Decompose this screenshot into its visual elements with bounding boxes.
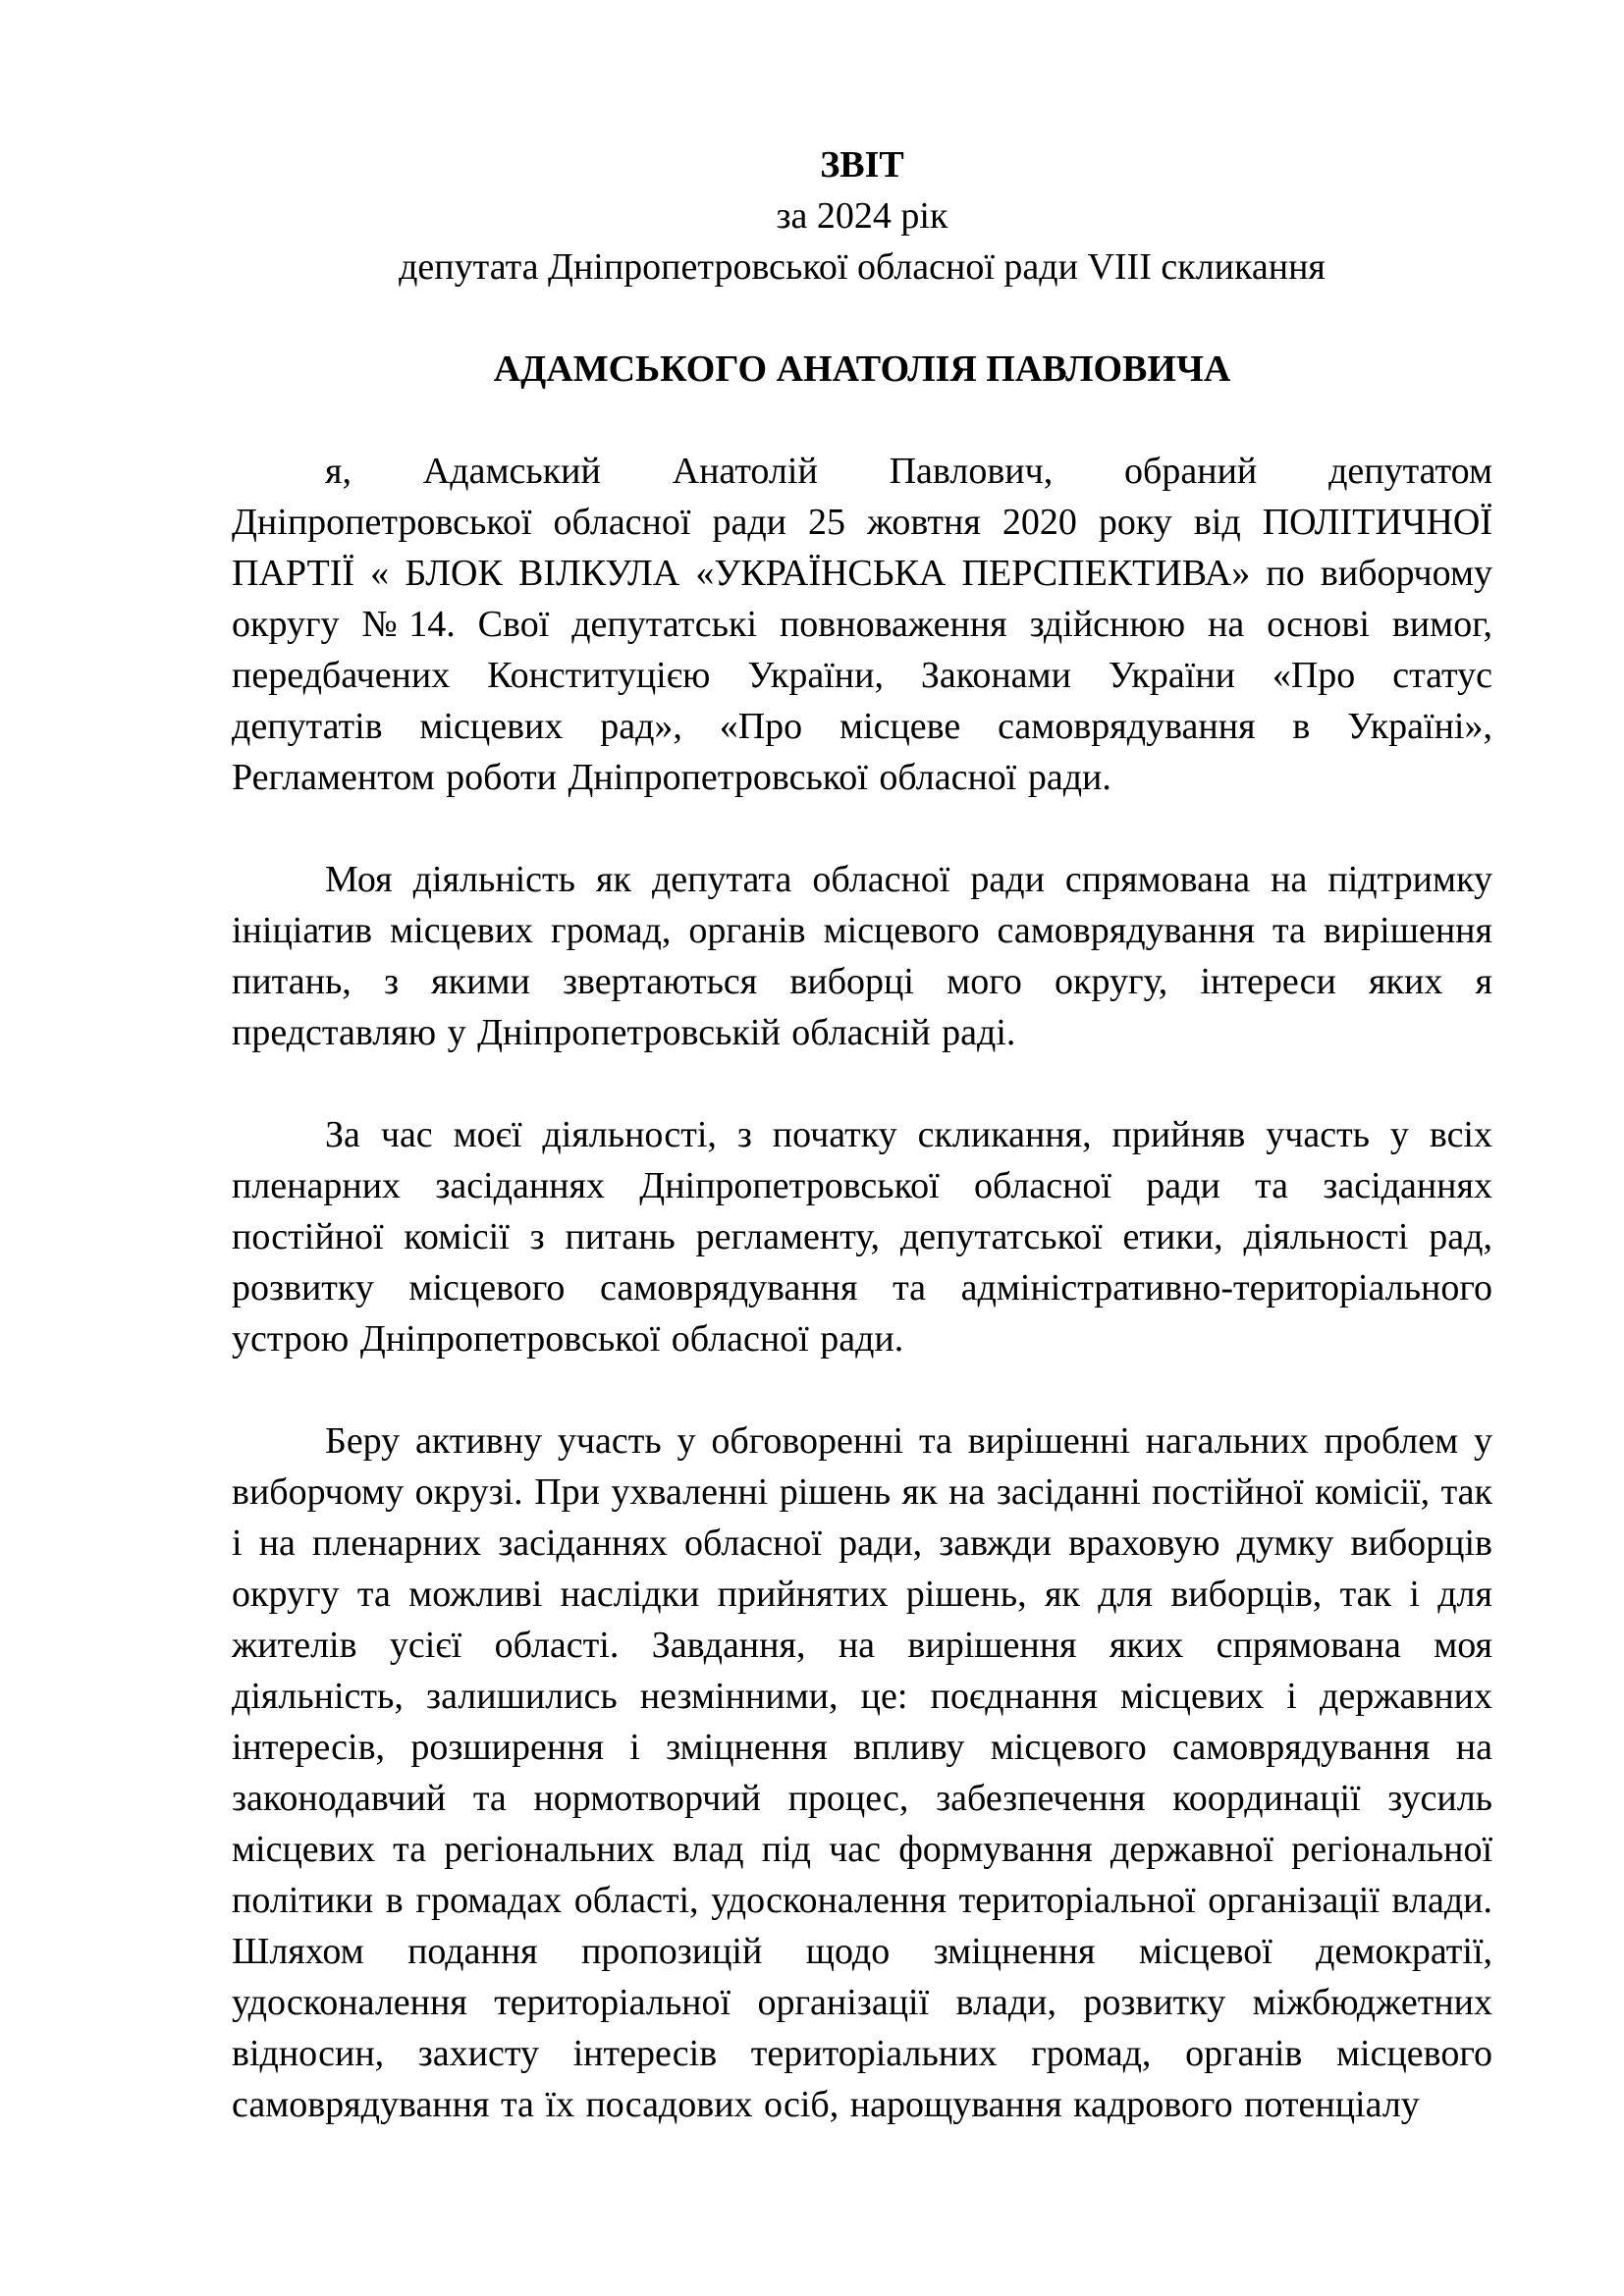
deputy-name: АДАМСЬКОГО АНАТОЛІЯ ПАВЛОВИЧА (493, 348, 1231, 390)
paragraph-intro: я, Адамський Анатолій Павлович, обраний депутатом Дніпропетровської обласної ради 25 жовтня 2020 року від ПОЛІТИЧНОЇ ПАРТІЇ « БЛОК ВІЛКУЛА «УКРАЇНСЬКА ПЕРСПЕКТИВА» по виборчому округу №14. Свої депутатські повноваження здійснюю на основі вимог, передбачених Конституцією України, Законами України «Про статус депутатів місцевих рад», «Про місцеве самоврядування в Україні», Регламентом роботи Дніпропетровської обласної ради. (232, 451, 1492, 798)
paragraph-participation: Беру активну участь у обговоренні та вирішенні нагальних проблем у виборчому окрузі. При ухваленні рішень як на засіданні постійної комісії, так і на пленарних засіданнях обласної ради, завжди враховую думку виборців округу та можливі наслідки прийнятих рішень, як для виборців, так і для жителів усієї області. Завдання, на вирішення яких спрямована моя діяльність, залишились незмінними, це: поєднання місцевих і державних інтересів, розширення і зміцнення впливу місцевого самоврядування на законодавчий та нормотворчий процес, забезпечення координації зусиль місцевих та регіональних влад під час формування державної регіональної політики в громадах області, удосконалення територіальної організації влади. Шляхом подання пропозицій щодо зміцнення місцевої демократії, удосконалення територіальної організації влади, розвитку міжбюджетних відносин, захисту інтересів територіальних громад, органів місцевого самоврядування та їх посадових осіб, нарощування кадрового потенціалу (232, 1420, 1492, 2125)
paragraph-sessions: За час моєї діяльності, з початку скликання, прийняв участь у всіх пленарних засіданнях Дніпропетровської обласної ради та засіданнях постійної комісії з питань регламенту, депутатської етики, діяльності рад, розвитку місцевого самоврядування та адміністративно-територіального устрою Дніпропетровської обласної ради. (232, 1114, 1492, 1360)
paragraph-activity: Моя діяльність як депутата обласної ради спрямована на підтримку ініціатив місцевих громад, органів місцевого самоврядування та вирішення питань, з якими звертаються виборці мого округу, інтереси яких я представляю у Дніпропетровській обласній раді. (232, 859, 1492, 1053)
report-subtitle: депутата Дніпропетровської обласної ради VIII скликання (399, 246, 1326, 288)
report-title: ЗВІТ (820, 144, 904, 186)
report-period: за 2024 рік (776, 195, 948, 237)
